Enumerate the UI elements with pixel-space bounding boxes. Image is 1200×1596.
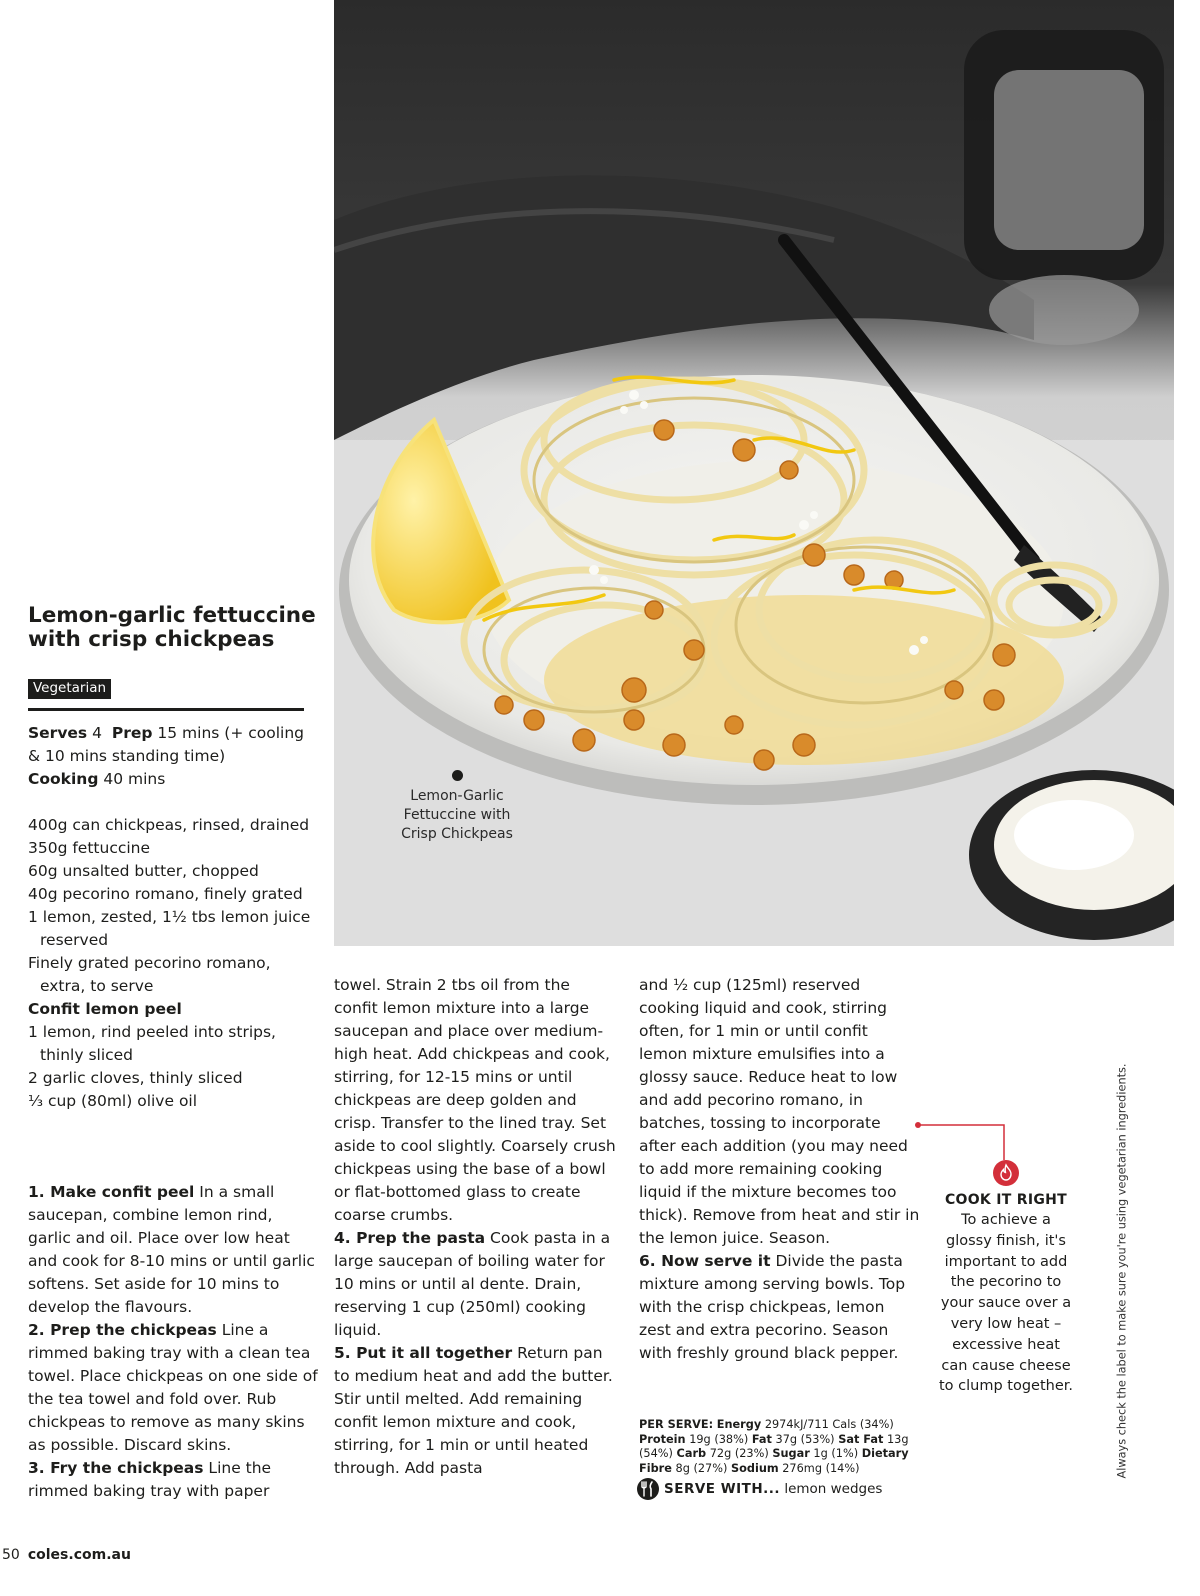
- title-divider: [28, 708, 304, 711]
- caption-marker-dot: [452, 770, 463, 781]
- page-number: 50: [2, 1547, 20, 1563]
- photo-caption: [398, 770, 516, 844]
- cook-it-right-tip: [937, 1160, 1075, 1397]
- photo-caption-text: Lemon-Garlic Fettuccine with Crisp Chickpeas: [401, 788, 513, 842]
- side-note-text: Always check the label to make sure you're using vegetarian ingredients.: [1115, 1063, 1129, 1479]
- ingredient-item: 350g fettuccine: [28, 839, 151, 857]
- serve-with: [637, 1478, 927, 1502]
- ingredient-item: 2 garlic cloves, thinly sliced: [28, 1069, 243, 1087]
- cooking-value: 40 mins: [103, 770, 166, 788]
- serves-label: Serves: [28, 724, 88, 742]
- recipe-title: Lemon-garlic fettuccine with crisp chickpeas: [28, 603, 316, 652]
- ingredient-item: 1 lemon, zested, 1½ tbs lemon juice reserved: [28, 908, 311, 949]
- serve-with-value: lemon wedges: [780, 1481, 883, 1497]
- site-link[interactable]: coles.com.au: [27, 1547, 131, 1563]
- method-column-2: [334, 974, 616, 1480]
- ingredients-list: [28, 814, 320, 1113]
- ingredient-item: 400g can chickpeas, rinsed, drained: [28, 816, 310, 834]
- nutrition-info: PER SERVE: Energy 2974kJ/711 Cals (34%) Protein 19g (38%) Fat 37g (53%) Sat Fat 13g (54%) Carb 72g (23%) Sugar 1g (1%) Dietary Fibre 8g (27%) Sodium 276mg (14%): [639, 1418, 909, 1475]
- ingredient-item: 40g pecorino romano, finely grated: [28, 885, 303, 903]
- vegetarian-badge: Vegetarian: [28, 679, 111, 699]
- method-step-3: 3. Fry the chickpeas Line the rimmed baking tray with paper: [28, 1459, 272, 1500]
- cutlery-icon: [637, 1478, 659, 1500]
- vegetarian-side-note: [1102, 1047, 1142, 1495]
- recipe-meta: [28, 722, 320, 791]
- cooking-label: Cooking: [28, 770, 99, 788]
- page-footer: [2, 1547, 131, 1563]
- serves-value: 4: [92, 724, 102, 742]
- method-column-3: [639, 974, 921, 1365]
- method-step-3-cont: towel. Strain 2 tbs oil from the confit lemon mixture into a large saucepan and place over medium-high heat. Add chickpeas and cook, stirring, for 12-15 mins or until chickpeas are deep golden and crisp. Transfer to the lined tray. Set aside to cool slightly. Coarsely crush chickpeas using the base of a bowl or flat-bottomed glass to create coarse crumbs.: [334, 976, 616, 1224]
- prep-label: Prep: [111, 724, 153, 742]
- tip-connector-line: [914, 1122, 1009, 1162]
- method-step-5-cont: and ½ cup (125ml) reserved cooking liquid and cook, stirring often, for 1 min or until confit lemon mixture emulsifies into a glossy sauce. Reduce heat to low and add pecorino romano, in batches, tossing to incorporate after each addition (you may need to add more remaining cooking liquid if the mixture becomes too thick). Remove from heat and stir in the lemon juice. Season.: [639, 976, 920, 1247]
- tip-text: To achieve a glossy finish, it's important to add the pecorino to your sauce over a very low heat – excessive heat can cause cheese to clump together.: [938, 1212, 1073, 1395]
- method-step-1: 1. Make confit peel In a small saucepan, combine lemon rind, garlic and oil. Place over low heat and cook for 8-10 mins or until garlic softens. Set aside for 10 mins to develop the flavours.: [28, 1183, 315, 1316]
- ingredient-item: ⅓ cup (80ml) olive oil: [28, 1092, 198, 1110]
- ingredient-item: Finely grated pecorino romano, extra, to serve: [28, 954, 271, 995]
- flame-icon: [993, 1160, 1019, 1186]
- ingredient-item: 60g unsalted butter, chopped: [28, 862, 259, 880]
- method-step-4: 4. Prep the pasta Cook pasta in a large saucepan of boiling water for 10 mins or until al dente. Drain, reserving 1 cup (250ml) cooking liquid.: [334, 1229, 611, 1339]
- method-step-5: 5. Put it all together Return pan to medium heat and add the butter. Stir until melted. Add remaining confit lemon mixture and cook, stirring, for 1 min or until heated through. Add pasta: [334, 1344, 613, 1477]
- confit-heading: Confit lemon peel: [28, 1000, 182, 1018]
- tip-heading: COOK IT RIGHT: [944, 1192, 1068, 1208]
- method-step-2: 2. Prep the chickpeas Line a rimmed baking tray with a clean tea towel. Place chickpeas on one side of the tea towel and fold over. Rub chickpeas to remove as many skins as possible. Discard skins.: [28, 1321, 318, 1454]
- ingredient-item: 1 lemon, rind peeled into strips, thinly sliced: [28, 1023, 276, 1064]
- nutrition-label: PER SERVE:: [639, 1418, 714, 1431]
- method-step-6: 6. Now serve it Divide the pasta mixture among serving bowls. Top with the crisp chickpeas, lemon zest and extra pecorino. Season with freshly ground black pepper.: [639, 1252, 906, 1362]
- prep-value: 15 mins (+ cooling & 10 mins standing time): [28, 724, 305, 765]
- method-column-1: [28, 1181, 320, 1503]
- serve-with-label: SERVE WITH...: [664, 1481, 781, 1497]
